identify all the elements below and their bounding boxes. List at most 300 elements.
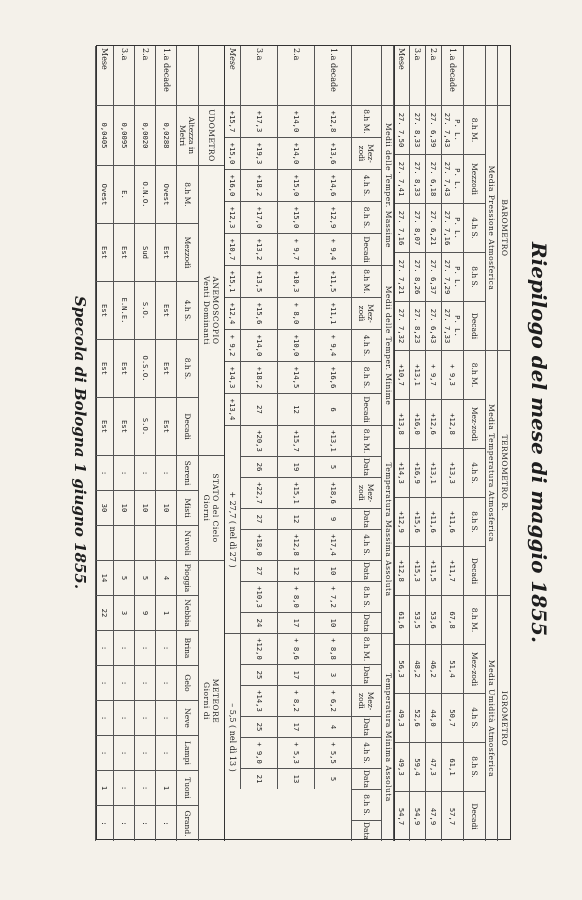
t2-cell: +11,1 <box>314 298 351 330</box>
t2-cell: + 9,4 <box>314 234 351 266</box>
t1-cell: +12,9 <box>393 498 409 547</box>
t3-cell: 3 <box>113 596 134 631</box>
t3-cell: O.N.O. <box>134 166 155 224</box>
barometro-col-0: 8.h M. <box>463 106 485 155</box>
anemoscopio-col-3: 8.h S. <box>176 340 198 398</box>
t3-cell: 14 <box>95 561 113 596</box>
t2-mese-cell: +16,0 <box>224 170 240 202</box>
t3-cell: : <box>113 456 134 491</box>
block-temperatures <box>225 46 395 841</box>
termometro-title: TERMOMETRO R. <box>497 351 510 596</box>
t3-cell: 22 <box>95 596 113 631</box>
max-col-1: Mez-zodì <box>351 138 381 170</box>
t2-cell: +14,5 <box>277 362 314 394</box>
absmax-col-0: 8.h M. <box>351 426 381 457</box>
t3-cell: 9 <box>134 596 155 631</box>
t3-cell: : <box>134 806 155 841</box>
t1-cell: 53,5 <box>409 596 425 645</box>
t2-cell: +18,2 <box>240 170 277 202</box>
t2-cell: +17,0 <box>240 202 277 234</box>
t2-row-label: 3.a <box>240 46 277 106</box>
t2-cell: +10,0 <box>277 330 314 362</box>
igrometro-col-3: 8.h S. <box>463 743 485 792</box>
t1-column-headers <box>463 46 485 841</box>
absmin-col-2: Mez-zodì <box>351 686 381 717</box>
summary-table <box>96 45 511 840</box>
t3-row-label: 1.a decade <box>155 46 176 106</box>
termometro-col-4: Decadi <box>463 547 485 596</box>
absmin-col-0: 8.h M. <box>351 634 381 665</box>
t2-cell: +13,6 <box>314 138 351 170</box>
t2-cell: +17,3 <box>240 106 277 138</box>
t1-cell: +13,1 <box>425 449 441 498</box>
stato-subtitle: Giorni <box>202 494 212 522</box>
stato-col-1: Misti <box>176 491 198 526</box>
t2-cell: + 9,4 <box>314 330 351 362</box>
t2-row <box>277 46 314 841</box>
t1-cell: 27. 6,21 <box>425 204 441 253</box>
t3-cell <box>134 526 155 561</box>
t2-cell: +18,0 <box>240 530 277 561</box>
udometro-col: Altezza in Metri <box>176 106 198 166</box>
t2-cell: +18,2 <box>240 362 277 394</box>
t3-cell: : <box>134 456 155 491</box>
t3-cell: : <box>134 736 155 771</box>
t2-cell: +14,3 <box>240 686 277 717</box>
t1-cell: 27. 6,39 <box>425 106 441 155</box>
t2-cell: 13 <box>277 769 314 789</box>
termometro-col-2: 4.h S. <box>463 449 485 498</box>
t3-cell: : <box>155 736 176 771</box>
t2-cell: +10,3 <box>277 266 314 298</box>
t2-cell: 17 <box>277 665 314 686</box>
t3-cell: : <box>113 771 134 806</box>
t2-cell: +15,0 <box>277 170 314 202</box>
t2-cell: 27 <box>240 394 277 426</box>
t1-cell: +11,7 <box>441 547 463 596</box>
anemoscopio-col-2: 4.h S. <box>176 282 198 340</box>
t3-cell: 0,0405 <box>95 106 113 166</box>
block-weather <box>95 46 225 841</box>
t3-cell: E.N.E. <box>113 282 134 340</box>
t1-cell: 27. 7,21 <box>393 253 409 302</box>
t1-cell: +15,3 <box>409 547 425 596</box>
block-instruments <box>395 46 510 841</box>
absmax-title: Temperatura Massima Assoluta <box>381 426 394 634</box>
min-col-2: 4.h S. <box>351 330 381 362</box>
page-title: Riepilogo del mese di maggio 1855. <box>527 241 551 643</box>
t3-cell: Est <box>155 398 176 456</box>
t1-cell: P. L. 27. 7,43 <box>441 155 463 204</box>
t1-cell: +11,5 <box>425 547 441 596</box>
t2-row <box>314 46 351 841</box>
t1-cell: +15,6 <box>409 498 425 547</box>
t3-cell: Sud <box>134 224 155 282</box>
t2-cell: 26 <box>240 457 277 478</box>
t2-cell: + 6,2 <box>314 686 351 717</box>
t2-cell: 12 <box>277 509 314 530</box>
min-col-3: 8.h S. <box>351 362 381 394</box>
t2-cell: 25 <box>240 665 277 686</box>
t3-row <box>155 46 176 841</box>
t2-cell: 17 <box>277 717 314 738</box>
t2-cell: 25 <box>240 717 277 738</box>
t3-cell: Ovest <box>95 166 113 224</box>
t2-cell: +12,9 <box>314 202 351 234</box>
t3-cell: : <box>134 631 155 666</box>
meteore-col-3: Gelo <box>176 666 198 701</box>
t2-cell: 27 <box>240 509 277 530</box>
t3-cell: 0,0095 <box>113 106 134 166</box>
t3-cell: Ovest <box>155 166 176 224</box>
t1-cell: +16,0 <box>409 400 425 449</box>
t2-cell: +14,0 <box>240 330 277 362</box>
t1-row-label: 2.a <box>425 46 441 106</box>
max-col-2: 4.h S. <box>351 170 381 202</box>
t3-cell <box>113 526 134 561</box>
t2-mese-cell: +10,7 <box>224 234 240 266</box>
stato-col-2: Nuvoli <box>176 526 198 561</box>
t3-cell: : <box>95 701 113 736</box>
t1-cell: 27. 6,37 <box>425 253 441 302</box>
t3-cell <box>95 526 113 561</box>
absmin-col-3: Data <box>351 717 381 738</box>
t2-cell: 21 <box>240 769 277 789</box>
t2-mese-row <box>224 46 240 841</box>
anemoscopio-col-1: Mezzodì <box>176 224 198 282</box>
absmax-col-1: Data <box>351 457 381 478</box>
t3-cell: 10 <box>134 491 155 526</box>
t3-cell: : <box>155 701 176 736</box>
t2-cell: 12 <box>277 561 314 582</box>
termometro-col-3: 8.h S. <box>463 498 485 547</box>
t3-cell: 5 <box>134 561 155 596</box>
meteore-col-6: Tuoni <box>176 771 198 806</box>
absmin-title: Temperatura Minima Assoluta <box>381 634 394 841</box>
t1-cell: P. L. 27. 7,29 <box>441 253 463 302</box>
t3-cell <box>155 526 176 561</box>
t1-cell: 59,4 <box>409 743 425 792</box>
t1-cell: +14,3 <box>393 449 409 498</box>
t2-row-label: 1.a decade <box>314 46 351 106</box>
t1-cell: P. L. 27. 7,16 <box>441 204 463 253</box>
t1-cell: 49,3 <box>393 743 409 792</box>
t2-cell: +14,0 <box>277 138 314 170</box>
t1-cell: +12,8 <box>441 400 463 449</box>
absmax-col-5: Data <box>351 561 381 582</box>
igrometro-col-0: 8.h M. <box>463 596 485 645</box>
t2-cell: +12,8 <box>277 530 314 561</box>
t1-row <box>441 46 463 841</box>
t2-cell: +13,5 <box>240 266 277 298</box>
min-col-1: Mez-zodì <box>351 298 381 330</box>
termometro-col-0: 8.h M. <box>463 351 485 400</box>
absmin-col-5: Data <box>351 769 381 790</box>
termometro-col-1: Mez-zodì <box>463 400 485 449</box>
t2-mese-cell: +12,4 <box>224 298 240 330</box>
t2-cell: +12,8 <box>314 106 351 138</box>
max-title: Medii delle Temper. Massime <box>381 106 394 266</box>
t3-cell: : <box>155 666 176 701</box>
t1-cell: 51,4 <box>441 645 463 694</box>
t2-cell: +14,0 <box>277 106 314 138</box>
t1-cell: 67,8 <box>441 596 463 645</box>
t2-mese-decade: +13,4 <box>224 394 240 426</box>
t2-cell: +15,7 <box>277 426 314 457</box>
stato-col-0: Sereni <box>176 456 198 491</box>
t1-cell: 49,3 <box>393 694 409 743</box>
min-col-4: Decadi <box>351 394 381 426</box>
t3-cell: E. <box>113 166 134 224</box>
meteore-col-2: Brina <box>176 631 198 666</box>
t2-cell: 5 <box>314 457 351 478</box>
igrometro-col-4: Decadi <box>463 792 485 841</box>
t3-row-label: 2.a <box>134 46 155 106</box>
t3-column-headers <box>176 46 198 841</box>
absmin-col-6: 8.h S. <box>351 790 381 821</box>
t3-cell: Est <box>95 282 113 340</box>
t3-cell: : <box>113 666 134 701</box>
rotated-page <box>56 45 551 840</box>
t2-mese-cell: +15,1 <box>224 266 240 298</box>
igrometro-title: IGROMETRO <box>497 596 510 841</box>
t1-cell: 54,7 <box>393 792 409 841</box>
termometro-subtitle: Media Temperatura Atmosferica <box>485 351 497 596</box>
t2-row-label-mese: Mese <box>224 46 240 106</box>
t3-cell: O.S.O. <box>134 340 155 398</box>
t3-cell: : <box>95 631 113 666</box>
t1-cell: +13,1 <box>409 351 425 400</box>
t3-cell: : <box>155 456 176 491</box>
t1-cell: 48,2 <box>409 645 425 694</box>
min-title: Medii delle Temper. Minime <box>381 266 394 426</box>
t3-row-label: 3.a <box>113 46 134 106</box>
absmin-col-4: 4.h S. <box>351 738 381 769</box>
t2-cell: +20,3 <box>240 426 277 457</box>
t2-cell: 19 <box>277 457 314 478</box>
t2-cell: +16,6 <box>314 362 351 394</box>
max-col-4: Decadi <box>351 234 381 266</box>
t3-cell: 4 <box>155 561 176 596</box>
t1-cell: P. L. 27. 7,33 <box>441 302 463 351</box>
t1-cell: 27. 8,33 <box>409 155 425 204</box>
t2-cell: +13,2 <box>240 234 277 266</box>
t3-cell: 1 <box>155 596 176 631</box>
igrometro-col-2: 4.h S. <box>463 694 485 743</box>
t3-row <box>95 46 113 841</box>
t1-cell: 57,7 <box>441 792 463 841</box>
t1-cell: +13,8 <box>393 400 409 449</box>
max-col-0: 8.h M. <box>351 106 381 138</box>
meteore-col-0: Pioggia <box>176 561 198 596</box>
t1-cell: 61,6 <box>393 596 409 645</box>
t3-cell: 0,0288 <box>155 106 176 166</box>
t2-cell: 12 <box>277 394 314 426</box>
t1-cell: 27. 8,23 <box>409 302 425 351</box>
t1-cell: 52,6 <box>409 694 425 743</box>
max-col-3: 8.h S. <box>351 202 381 234</box>
t2-cell: + 7,2 <box>314 582 351 613</box>
t1-cell: 27. 7,16 <box>393 204 409 253</box>
barometro-col-3: 8.h S. <box>463 253 485 302</box>
t2-cell: +22,7 <box>240 478 277 509</box>
absmax-col-2: Mez-zodì <box>351 478 381 509</box>
igrometro-subtitle: Media Umidità Atmosferica <box>485 596 497 841</box>
t3-cell: : <box>155 806 176 841</box>
t3-cell: S.O. <box>134 398 155 456</box>
stato-title: STATO del Cielo <box>211 473 221 543</box>
anemoscopio-title: ANEMOSCOPIO <box>211 276 221 345</box>
absmax-col-3: Data <box>351 509 381 530</box>
t1-cell: 27. 6,18 <box>425 155 441 204</box>
t3-row-label: Mese <box>95 46 113 106</box>
t3-cell: : <box>95 456 113 491</box>
t3-cell: Est <box>95 398 113 456</box>
min-col-0: 8.h M. <box>351 266 381 298</box>
barometro-title: BAROMETRO <box>497 106 510 351</box>
t2-cell: 10 <box>314 561 351 582</box>
t1-cell: +11,6 <box>441 498 463 547</box>
t3-cell: : <box>134 771 155 806</box>
t1-cell: 27. 8,33 <box>409 106 425 155</box>
t2-mese-decade: +14,3 <box>224 362 240 394</box>
t1-cell: 61,1 <box>441 743 463 792</box>
t1-cell: 46,2 <box>425 645 441 694</box>
t2-cell: +15,6 <box>240 298 277 330</box>
t2-cell: + 8,6 <box>277 634 314 665</box>
t2-cell: 6 <box>314 394 351 426</box>
t1-cell: + 9,7 <box>425 351 441 400</box>
t2-cell: + 9,0 <box>240 738 277 769</box>
barometro-subtitle: Media Pressione Atmosferica <box>485 106 497 351</box>
t3-cell: 10 <box>155 491 176 526</box>
t3-cell: Est <box>95 340 113 398</box>
absmax-col-4: 4.h S. <box>351 530 381 561</box>
meteore-title: METEORE <box>211 678 221 724</box>
meteore-col-5: Lampi <box>176 736 198 771</box>
t1-cell: + 9,3 <box>441 351 463 400</box>
t2-cell: +14,6 <box>314 170 351 202</box>
t2-mese-cell: + 9,2 <box>224 330 240 362</box>
meteore-col-7: Grand. <box>176 806 198 841</box>
meteore-col-1: Nebbia <box>176 596 198 631</box>
absmin-col-7: Data <box>351 821 381 841</box>
t2-cell: +15,0 <box>277 202 314 234</box>
t2-cell: +11,5 <box>314 266 351 298</box>
t3-body <box>95 46 176 841</box>
t1-cell: +16,9 <box>409 449 425 498</box>
t1-row-label: 1.a decade <box>441 46 463 106</box>
t2-cell: + 8,2 <box>277 686 314 717</box>
t2-cell: + 8,0 <box>277 298 314 330</box>
t2-cell: + 5,5 <box>314 738 351 769</box>
t1-row-label: Mese <box>393 46 409 106</box>
barometro-col-4: Decadi <box>463 302 485 351</box>
t3-cell: : <box>113 701 134 736</box>
t3-cell: Est <box>155 340 176 398</box>
t3-row <box>134 46 155 841</box>
t2-cell: +12,0 <box>240 634 277 665</box>
barometro-col-1: Mezzodì <box>463 155 485 204</box>
t2-cell: + 5,3 <box>277 738 314 769</box>
t1-cell: 27. 8,07 <box>409 204 425 253</box>
t3-cell: : <box>95 806 113 841</box>
anemoscopio-col-0: 8.h M. <box>176 166 198 224</box>
udometro-title: UDOMETRO <box>207 109 216 162</box>
t3-row <box>113 46 134 841</box>
t3-cell: 1 <box>95 771 113 806</box>
t1-row <box>393 46 409 841</box>
t1-row-label: 3.a <box>409 46 425 106</box>
t3-cell: 10 <box>113 491 134 526</box>
t1-cell: +13,3 <box>441 449 463 498</box>
t1-cell: 47,9 <box>425 792 441 841</box>
t3-cell: 0,0020 <box>134 106 155 166</box>
t1-cell: 47,3 <box>425 743 441 792</box>
t3-cell: 30 <box>95 491 113 526</box>
absmax-col-7: Data <box>351 613 381 634</box>
t1-cell: 27. 7,50 <box>393 106 409 155</box>
t1-cell: 50,7 <box>441 694 463 743</box>
t2-cell: +18,6 <box>314 478 351 509</box>
t1-row <box>409 46 425 841</box>
page-footer: Specola di Bologna 1 giugno 1855. <box>71 295 89 590</box>
t2-mese-cell: +15,0 <box>224 138 240 170</box>
t1-cell: 27. 8,26 <box>409 253 425 302</box>
t3-cell: S.O. <box>134 282 155 340</box>
barometro-col-2: 4.h S. <box>463 204 485 253</box>
t1-cell: +12,8 <box>393 547 409 596</box>
t1-cell: 44,0 <box>425 694 441 743</box>
t2-cell: 4 <box>314 717 351 738</box>
t3-cell: 5 <box>113 561 134 596</box>
t3-cell: Est <box>155 282 176 340</box>
t1-cell: +10,7 <box>393 351 409 400</box>
t2-row <box>240 46 277 841</box>
t2-cell: 9 <box>314 509 351 530</box>
t1-cell: 56,3 <box>393 645 409 694</box>
absmin-note: – 5,5 ( nel dì 13 ) <box>224 634 240 841</box>
anemoscopio-col-4: Decadi <box>176 398 198 456</box>
anemoscopio-subtitle: Venti Dominanti <box>202 276 212 345</box>
t3-cell: : <box>155 631 176 666</box>
t2-cell: 27 <box>240 561 277 582</box>
t2-cell: +13,1 <box>314 426 351 457</box>
t3-cell: : <box>95 736 113 771</box>
t2-cell: +15,1 <box>277 478 314 509</box>
t3-cell: Est <box>113 224 134 282</box>
t3-cell: : <box>134 666 155 701</box>
t1-row <box>425 46 441 841</box>
t1-cell: +11,6 <box>425 498 441 547</box>
t2-cell: + 9,7 <box>277 234 314 266</box>
t3-cell: : <box>134 701 155 736</box>
t3-cell: : <box>113 736 134 771</box>
t3-cell: 1 <box>155 771 176 806</box>
t3-cell: : <box>113 806 134 841</box>
t1-body <box>393 46 463 841</box>
meteore-col-4: Neve <box>176 701 198 736</box>
t2-column-headers <box>351 46 381 841</box>
absmin-col-1: Data <box>351 665 381 686</box>
t2-cell: 3 <box>314 665 351 686</box>
t1-cell: 54,9 <box>409 792 425 841</box>
meteore-subtitle: Giorni di <box>202 682 212 720</box>
t2-cell: +19,3 <box>240 138 277 170</box>
t2-cell: 5 <box>314 769 351 789</box>
t3-cell: Est <box>113 398 134 456</box>
t1-cell: P. L. 27. 7,43 <box>441 106 463 155</box>
